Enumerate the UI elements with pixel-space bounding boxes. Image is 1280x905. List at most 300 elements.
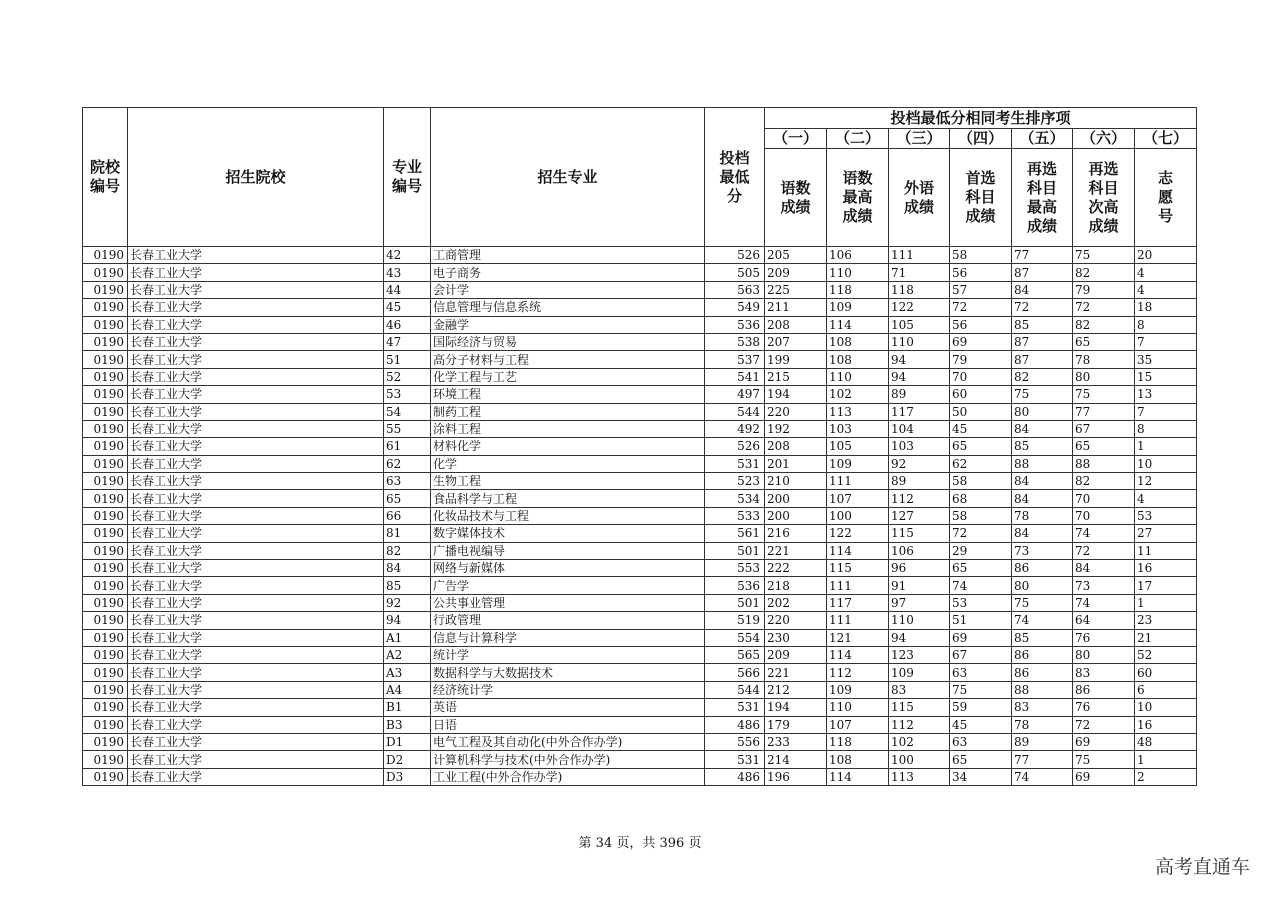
major-name-cell: 国际经济与贸易 xyxy=(431,333,705,350)
table-row xyxy=(83,716,1197,733)
major-name-cell: 高分子材料与工程 xyxy=(431,351,705,368)
table-row xyxy=(83,247,1197,264)
score-6-cell: 80 xyxy=(1073,646,1135,663)
major-code-cell: 54 xyxy=(384,403,431,420)
score-5-cell: 87 xyxy=(1012,351,1073,368)
table-row xyxy=(83,612,1197,629)
min-score-cell: 537 xyxy=(705,351,765,368)
min-score-cell: 486 xyxy=(705,768,765,785)
major-name-cell: 环境工程 xyxy=(431,386,705,403)
table-row xyxy=(83,455,1197,472)
score-4-cell: 58 xyxy=(950,247,1012,264)
score-4-cell: 75 xyxy=(950,681,1012,698)
school-name-cell: 长春工业大学 xyxy=(128,473,384,490)
school-code-cell: 0190 xyxy=(83,577,128,594)
score-7-cell: 21 xyxy=(1135,629,1197,646)
major-name-cell: 计算机科学与技术(中外合作办学) xyxy=(431,751,705,768)
score-6-cell: 74 xyxy=(1073,594,1135,611)
rank-item-5: 再选 科目 最高 成绩 xyxy=(1012,149,1073,247)
major-name-cell: 信息与计算科学 xyxy=(431,629,705,646)
score-3-cell: 118 xyxy=(889,281,950,298)
table-row xyxy=(83,768,1197,785)
major-name-cell: 电气工程及其自动化(中外合作办学) xyxy=(431,733,705,750)
school-name-cell: 长春工业大学 xyxy=(128,681,384,698)
school-name-cell: 长春工业大学 xyxy=(128,594,384,611)
score-2-cell: 109 xyxy=(827,299,889,316)
min-score-cell: 554 xyxy=(705,629,765,646)
score-6-cell: 82 xyxy=(1073,264,1135,281)
min-score-cell: 505 xyxy=(705,264,765,281)
major-code-cell: D1 xyxy=(384,733,431,750)
min-score-cell: 561 xyxy=(705,525,765,542)
score-2-cell: 110 xyxy=(827,699,889,716)
min-score-cell: 556 xyxy=(705,733,765,750)
score-5-cell: 89 xyxy=(1012,733,1073,750)
score-3-cell: 71 xyxy=(889,264,950,281)
score-1-cell: 200 xyxy=(765,507,827,524)
min-score-cell: 486 xyxy=(705,716,765,733)
min-score-cell: 531 xyxy=(705,699,765,716)
score-5-cell: 88 xyxy=(1012,455,1073,472)
score-2-cell: 109 xyxy=(827,455,889,472)
major-name-cell: 广播电视编导 xyxy=(431,542,705,559)
score-3-cell: 127 xyxy=(889,507,950,524)
table-row xyxy=(83,420,1197,437)
school-code-cell: 0190 xyxy=(83,264,128,281)
score-1-cell: 211 xyxy=(765,299,827,316)
score-7-cell: 4 xyxy=(1135,281,1197,298)
score-6-cell: 70 xyxy=(1073,490,1135,507)
score-4-cell: 57 xyxy=(950,281,1012,298)
header-min-score: 投档 最低 分 xyxy=(705,108,765,247)
major-code-cell: 81 xyxy=(384,525,431,542)
score-4-cell: 29 xyxy=(950,542,1012,559)
table-body xyxy=(83,247,1197,786)
major-code-cell: 85 xyxy=(384,577,431,594)
school-code-cell: 0190 xyxy=(83,455,128,472)
score-6-cell: 88 xyxy=(1073,455,1135,472)
score-4-cell: 62 xyxy=(950,455,1012,472)
score-6-cell: 72 xyxy=(1073,299,1135,316)
score-2-cell: 108 xyxy=(827,751,889,768)
school-code-cell: 0190 xyxy=(83,594,128,611)
score-3-cell: 115 xyxy=(889,525,950,542)
score-6-cell: 64 xyxy=(1073,612,1135,629)
table-row xyxy=(83,264,1197,281)
min-score-cell: 501 xyxy=(705,542,765,559)
score-6-cell: 82 xyxy=(1073,316,1135,333)
major-name-cell: 材料化学 xyxy=(431,438,705,455)
score-7-cell: 20 xyxy=(1135,247,1197,264)
school-code-cell: 0190 xyxy=(83,473,128,490)
rank-index-1: （一） xyxy=(765,129,827,149)
major-code-cell: 47 xyxy=(384,333,431,350)
school-name-cell: 长春工业大学 xyxy=(128,733,384,750)
header-school-code: 院校 编号 xyxy=(83,108,128,247)
score-5-cell: 84 xyxy=(1012,420,1073,437)
table-row xyxy=(83,473,1197,490)
score-7-cell: 1 xyxy=(1135,438,1197,455)
header-major-code: 专业 编号 xyxy=(384,108,431,247)
score-5-cell: 78 xyxy=(1012,507,1073,524)
score-2-cell: 114 xyxy=(827,768,889,785)
score-3-cell: 103 xyxy=(889,438,950,455)
header-rank-group: 投档最低分相同考生排序项 xyxy=(765,108,1197,129)
major-name-cell: 电子商务 xyxy=(431,264,705,281)
score-3-cell: 117 xyxy=(889,403,950,420)
score-2-cell: 114 xyxy=(827,316,889,333)
min-score-cell: 519 xyxy=(705,612,765,629)
score-1-cell: 233 xyxy=(765,733,827,750)
table-row xyxy=(83,403,1197,420)
school-name-cell: 长春工业大学 xyxy=(128,333,384,350)
major-code-cell: 45 xyxy=(384,299,431,316)
score-6-cell: 73 xyxy=(1073,577,1135,594)
score-1-cell: 221 xyxy=(765,664,827,681)
score-1-cell: 194 xyxy=(765,699,827,716)
major-name-cell: 广告学 xyxy=(431,577,705,594)
score-6-cell: 76 xyxy=(1073,629,1135,646)
score-6-cell: 75 xyxy=(1073,751,1135,768)
score-1-cell: 214 xyxy=(765,751,827,768)
school-name-cell: 长春工业大学 xyxy=(128,542,384,559)
score-6-cell: 67 xyxy=(1073,420,1135,437)
score-1-cell: 215 xyxy=(765,368,827,385)
score-2-cell: 107 xyxy=(827,490,889,507)
score-1-cell: 194 xyxy=(765,386,827,403)
score-4-cell: 72 xyxy=(950,299,1012,316)
score-7-cell: 10 xyxy=(1135,455,1197,472)
score-6-cell: 72 xyxy=(1073,542,1135,559)
score-4-cell: 68 xyxy=(950,490,1012,507)
score-3-cell: 83 xyxy=(889,681,950,698)
score-3-cell: 104 xyxy=(889,420,950,437)
major-name-cell: 制药工程 xyxy=(431,403,705,420)
score-3-cell: 94 xyxy=(889,351,950,368)
score-3-cell: 111 xyxy=(889,247,950,264)
school-code-cell: 0190 xyxy=(83,281,128,298)
major-name-cell: 公共事业管理 xyxy=(431,594,705,611)
major-code-cell: D2 xyxy=(384,751,431,768)
school-name-cell: 长春工业大学 xyxy=(128,403,384,420)
score-5-cell: 77 xyxy=(1012,751,1073,768)
score-2-cell: 108 xyxy=(827,333,889,350)
score-1-cell: 221 xyxy=(765,542,827,559)
school-name-cell: 长春工业大学 xyxy=(128,646,384,663)
score-3-cell: 113 xyxy=(889,768,950,785)
score-7-cell: 16 xyxy=(1135,716,1197,733)
score-5-cell: 73 xyxy=(1012,542,1073,559)
score-6-cell: 78 xyxy=(1073,351,1135,368)
major-name-cell: 会计学 xyxy=(431,281,705,298)
school-code-cell: 0190 xyxy=(83,490,128,507)
school-code-cell: 0190 xyxy=(83,629,128,646)
score-6-cell: 86 xyxy=(1073,681,1135,698)
score-4-cell: 79 xyxy=(950,351,1012,368)
score-2-cell: 103 xyxy=(827,420,889,437)
score-4-cell: 72 xyxy=(950,525,1012,542)
score-6-cell: 69 xyxy=(1073,733,1135,750)
school-name-cell: 长春工业大学 xyxy=(128,368,384,385)
score-6-cell: 65 xyxy=(1073,438,1135,455)
score-3-cell: 110 xyxy=(889,612,950,629)
score-5-cell: 86 xyxy=(1012,664,1073,681)
rank-item-1: 语数 成绩 xyxy=(765,149,827,247)
major-code-cell: 84 xyxy=(384,560,431,577)
score-1-cell: 212 xyxy=(765,681,827,698)
min-score-cell: 565 xyxy=(705,646,765,663)
score-1-cell: 209 xyxy=(765,646,827,663)
table-row xyxy=(83,386,1197,403)
score-1-cell: 205 xyxy=(765,247,827,264)
table-row xyxy=(83,733,1197,750)
major-code-cell: 44 xyxy=(384,281,431,298)
rank-index-3: （三） xyxy=(889,129,950,149)
score-4-cell: 63 xyxy=(950,664,1012,681)
rank-item-2: 语数 最高 成绩 xyxy=(827,149,889,247)
page-footer: 第 34 页，共 396 页 xyxy=(578,836,702,851)
score-6-cell: 84 xyxy=(1073,560,1135,577)
min-score-cell: 526 xyxy=(705,247,765,264)
score-5-cell: 82 xyxy=(1012,368,1073,385)
score-5-cell: 84 xyxy=(1012,473,1073,490)
score-3-cell: 92 xyxy=(889,455,950,472)
table-row xyxy=(83,646,1197,663)
score-6-cell: 83 xyxy=(1073,664,1135,681)
school-code-cell: 0190 xyxy=(83,507,128,524)
score-6-cell: 82 xyxy=(1073,473,1135,490)
score-2-cell: 122 xyxy=(827,525,889,542)
score-2-cell: 111 xyxy=(827,473,889,490)
rank-index-6: （六） xyxy=(1073,129,1135,149)
score-3-cell: 97 xyxy=(889,594,950,611)
score-7-cell: 15 xyxy=(1135,368,1197,385)
score-5-cell: 72 xyxy=(1012,299,1073,316)
school-name-cell: 长春工业大学 xyxy=(128,264,384,281)
school-code-cell: 0190 xyxy=(83,316,128,333)
score-6-cell: 77 xyxy=(1073,403,1135,420)
major-code-cell: 63 xyxy=(384,473,431,490)
table-row xyxy=(83,629,1197,646)
score-5-cell: 85 xyxy=(1012,629,1073,646)
min-score-cell: 526 xyxy=(705,438,765,455)
score-1-cell: 216 xyxy=(765,525,827,542)
table-row xyxy=(83,316,1197,333)
score-5-cell: 75 xyxy=(1012,386,1073,403)
school-code-cell: 0190 xyxy=(83,403,128,420)
score-5-cell: 84 xyxy=(1012,490,1073,507)
min-score-cell: 533 xyxy=(705,507,765,524)
rank-item-6: 再选 科目 次高 成绩 xyxy=(1073,149,1135,247)
score-5-cell: 84 xyxy=(1012,525,1073,542)
school-code-cell: 0190 xyxy=(83,351,128,368)
score-4-cell: 58 xyxy=(950,507,1012,524)
school-name-cell: 长春工业大学 xyxy=(128,490,384,507)
major-code-cell: A2 xyxy=(384,646,431,663)
score-3-cell: 102 xyxy=(889,733,950,750)
score-7-cell: 10 xyxy=(1135,699,1197,716)
school-code-cell: 0190 xyxy=(83,664,128,681)
min-score-cell: 531 xyxy=(705,455,765,472)
school-name-cell: 长春工业大学 xyxy=(128,716,384,733)
min-score-cell: 536 xyxy=(705,316,765,333)
school-name-cell: 长春工业大学 xyxy=(128,577,384,594)
score-2-cell: 105 xyxy=(827,438,889,455)
school-code-cell: 0190 xyxy=(83,368,128,385)
score-2-cell: 112 xyxy=(827,664,889,681)
score-3-cell: 89 xyxy=(889,386,950,403)
table-row xyxy=(83,368,1197,385)
score-5-cell: 88 xyxy=(1012,681,1073,698)
score-2-cell: 113 xyxy=(827,403,889,420)
major-name-cell: 食品科学与工程 xyxy=(431,490,705,507)
major-name-cell: 网络与新媒体 xyxy=(431,560,705,577)
school-code-cell: 0190 xyxy=(83,386,128,403)
rank-item-4: 首选 科目 成绩 xyxy=(950,149,1012,247)
major-name-cell: 生物工程 xyxy=(431,473,705,490)
score-1-cell: 201 xyxy=(765,455,827,472)
score-5-cell: 74 xyxy=(1012,612,1073,629)
school-name-cell: 长春工业大学 xyxy=(128,612,384,629)
score-1-cell: 210 xyxy=(765,473,827,490)
school-code-cell: 0190 xyxy=(83,699,128,716)
score-1-cell: 207 xyxy=(765,333,827,350)
score-4-cell: 65 xyxy=(950,751,1012,768)
score-3-cell: 109 xyxy=(889,664,950,681)
score-4-cell: 53 xyxy=(950,594,1012,611)
score-2-cell: 108 xyxy=(827,351,889,368)
score-5-cell: 87 xyxy=(1012,333,1073,350)
school-name-cell: 长春工业大学 xyxy=(128,455,384,472)
score-3-cell: 115 xyxy=(889,699,950,716)
score-4-cell: 67 xyxy=(950,646,1012,663)
score-5-cell: 85 xyxy=(1012,438,1073,455)
school-code-cell: 0190 xyxy=(83,768,128,785)
score-4-cell: 65 xyxy=(950,438,1012,455)
score-2-cell: 114 xyxy=(827,646,889,663)
score-3-cell: 100 xyxy=(889,751,950,768)
score-1-cell: 225 xyxy=(765,281,827,298)
rank-index-2: （二） xyxy=(827,129,889,149)
school-name-cell: 长春工业大学 xyxy=(128,420,384,437)
table-row xyxy=(83,525,1197,542)
score-2-cell: 106 xyxy=(827,247,889,264)
min-score-cell: 492 xyxy=(705,420,765,437)
score-5-cell: 74 xyxy=(1012,768,1073,785)
score-7-cell: 8 xyxy=(1135,316,1197,333)
school-name-cell: 长春工业大学 xyxy=(128,525,384,542)
major-code-cell: 42 xyxy=(384,247,431,264)
score-3-cell: 112 xyxy=(889,490,950,507)
major-code-cell: A1 xyxy=(384,629,431,646)
min-score-cell: 501 xyxy=(705,594,765,611)
score-1-cell: 220 xyxy=(765,403,827,420)
score-6-cell: 80 xyxy=(1073,368,1135,385)
school-name-cell: 长春工业大学 xyxy=(128,316,384,333)
score-2-cell: 102 xyxy=(827,386,889,403)
score-1-cell: 202 xyxy=(765,594,827,611)
score-3-cell: 123 xyxy=(889,646,950,663)
score-6-cell: 65 xyxy=(1073,333,1135,350)
major-code-cell: 65 xyxy=(384,490,431,507)
score-2-cell: 117 xyxy=(827,594,889,611)
score-1-cell: 208 xyxy=(765,316,827,333)
score-7-cell: 60 xyxy=(1135,664,1197,681)
score-3-cell: 106 xyxy=(889,542,950,559)
table-row xyxy=(83,299,1197,316)
score-7-cell: 7 xyxy=(1135,403,1197,420)
school-code-cell: 0190 xyxy=(83,612,128,629)
rank-index-7: （七） xyxy=(1135,129,1197,149)
table-row xyxy=(83,490,1197,507)
major-name-cell: 行政管理 xyxy=(431,612,705,629)
major-code-cell: 53 xyxy=(384,386,431,403)
school-code-cell: 0190 xyxy=(83,733,128,750)
score-6-cell: 75 xyxy=(1073,386,1135,403)
major-name-cell: 英语 xyxy=(431,699,705,716)
table-row xyxy=(83,351,1197,368)
score-7-cell: 53 xyxy=(1135,507,1197,524)
score-7-cell: 6 xyxy=(1135,681,1197,698)
school-code-cell: 0190 xyxy=(83,560,128,577)
major-code-cell: 43 xyxy=(384,264,431,281)
major-code-cell: 51 xyxy=(384,351,431,368)
school-code-cell: 0190 xyxy=(83,299,128,316)
score-3-cell: 96 xyxy=(889,560,950,577)
score-5-cell: 85 xyxy=(1012,316,1073,333)
major-code-cell: B1 xyxy=(384,699,431,716)
score-3-cell: 122 xyxy=(889,299,950,316)
score-7-cell: 23 xyxy=(1135,612,1197,629)
score-4-cell: 70 xyxy=(950,368,1012,385)
score-7-cell: 12 xyxy=(1135,473,1197,490)
school-code-cell: 0190 xyxy=(83,333,128,350)
score-6-cell: 75 xyxy=(1073,247,1135,264)
score-7-cell: 11 xyxy=(1135,542,1197,559)
school-name-cell: 长春工业大学 xyxy=(128,629,384,646)
major-name-cell: 化妆品技术与工程 xyxy=(431,507,705,524)
min-score-cell: 544 xyxy=(705,403,765,420)
score-4-cell: 60 xyxy=(950,386,1012,403)
school-code-cell: 0190 xyxy=(83,681,128,698)
score-2-cell: 115 xyxy=(827,560,889,577)
score-7-cell: 7 xyxy=(1135,333,1197,350)
min-score-cell: 563 xyxy=(705,281,765,298)
school-name-cell: 长春工业大学 xyxy=(128,751,384,768)
major-code-cell: 46 xyxy=(384,316,431,333)
school-code-cell: 0190 xyxy=(83,247,128,264)
major-name-cell: 统计学 xyxy=(431,646,705,663)
min-score-cell: 523 xyxy=(705,473,765,490)
major-code-cell: 92 xyxy=(384,594,431,611)
major-code-cell: A4 xyxy=(384,681,431,698)
score-7-cell: 13 xyxy=(1135,386,1197,403)
score-5-cell: 86 xyxy=(1012,560,1073,577)
table-row xyxy=(83,438,1197,455)
school-name-cell: 长春工业大学 xyxy=(128,560,384,577)
table-row xyxy=(83,507,1197,524)
score-4-cell: 69 xyxy=(950,333,1012,350)
score-1-cell: 199 xyxy=(765,351,827,368)
score-4-cell: 56 xyxy=(950,316,1012,333)
header-major: 招生专业 xyxy=(431,108,705,247)
score-3-cell: 94 xyxy=(889,629,950,646)
score-3-cell: 91 xyxy=(889,577,950,594)
min-score-cell: 544 xyxy=(705,681,765,698)
score-4-cell: 74 xyxy=(950,577,1012,594)
major-code-cell: 61 xyxy=(384,438,431,455)
major-code-cell: 52 xyxy=(384,368,431,385)
